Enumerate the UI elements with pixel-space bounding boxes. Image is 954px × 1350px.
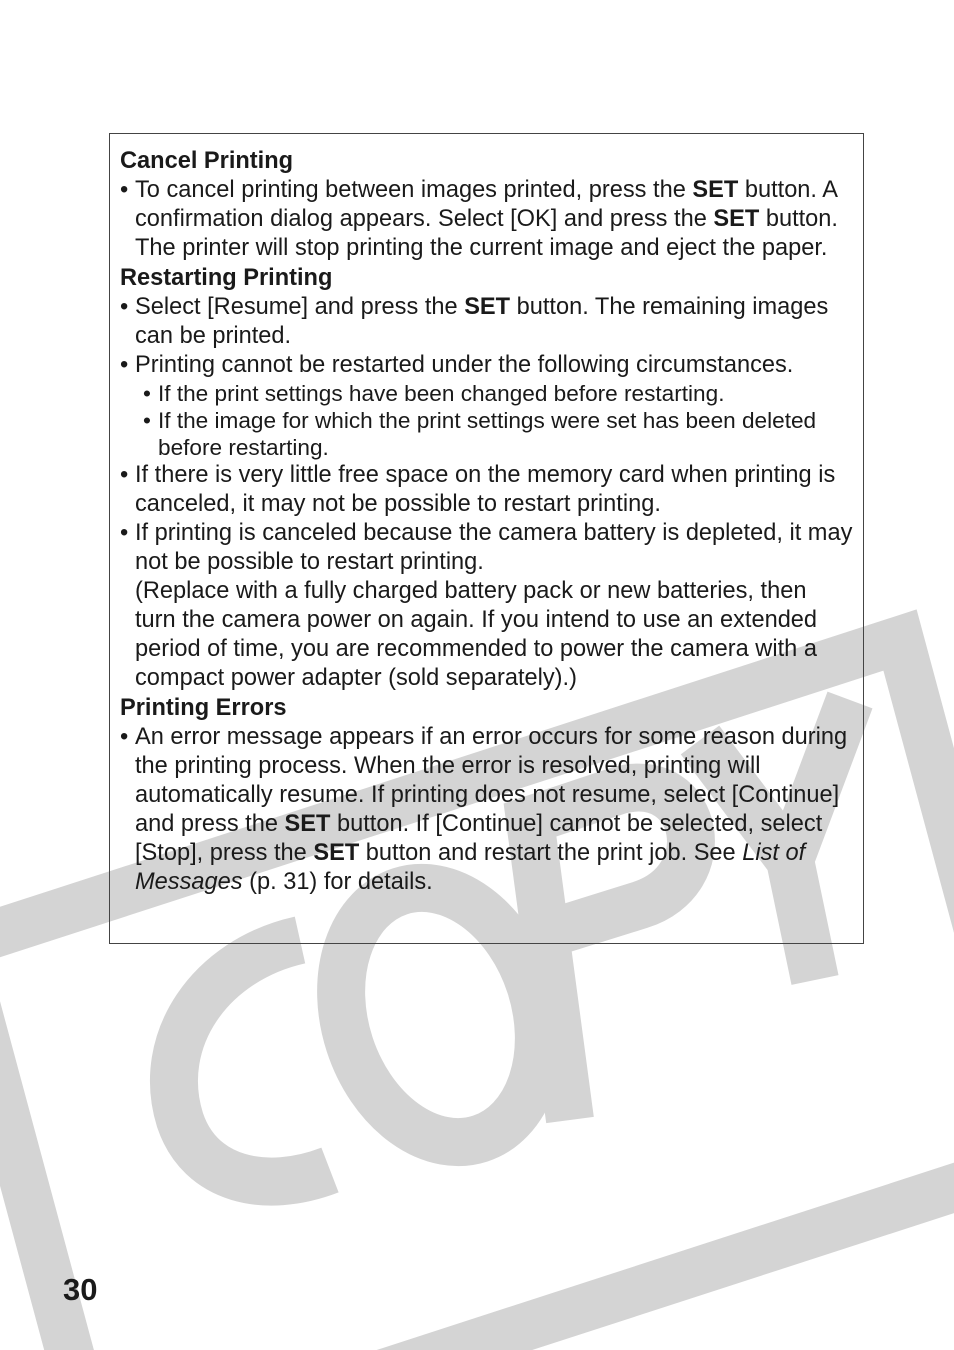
sub-bullet-image-deleted: • If the image for which the print settings were set has been deleted before restarting. — [120, 407, 853, 461]
heading-printing-errors: Printing Errors — [120, 695, 287, 721]
battery-note: (Replace with a fully charged battery pack or new batteries, then turn the camera power on again. If you intend to use an extended period of time, you are recommended to power the camera with a compact power adapter (sold separately).) — [135, 578, 818, 691]
set-button-ref: SET — [692, 177, 739, 203]
heading-cancel-printing: Cancel Printing — [120, 148, 294, 174]
set-button-ref: SET — [464, 294, 511, 320]
page-number: 30 — [63, 1272, 98, 1307]
bullet-memory-card: • If there is very little free space on the memory card when printing is canceled, it may not be possible to restart printing. — [120, 461, 853, 519]
bullet-battery-depleted: • If printing is canceled because the camera battery is depleted, it may not be possible to restart printing. (Replace with a fully charged battery pack or new batteries, then turn the camera power on again. If you intend to use an extended period of time, you are recommended to power the camera with a compact power adapter (sold separately).) — [120, 519, 853, 693]
bullet-cancel-printing: • To cancel printing between images printed, press the SET button. A confirmation dialog appears. Select [OK] and press the SET button. The printer will stop printing the current image and eject the paper. — [120, 176, 853, 263]
bullet-cannot-restart: • Printing cannot be restarted under the following circumstances. — [120, 351, 853, 380]
list-of-messages-ref: List of Messages — [135, 840, 806, 895]
bullet-resume: • Select [Resume] and press the SET button. The remaining images can be printed. — [120, 293, 853, 351]
set-button-ref: SET — [284, 811, 331, 837]
set-button-ref: SET — [713, 206, 760, 232]
notes-box — [109, 133, 864, 944]
heading-restarting-printing: Restarting Printing — [120, 265, 333, 291]
sub-bullet-settings-changed: • If the print settings have been changed before restarting. — [120, 380, 853, 407]
bullet-error-message: • An error message appears if an error occurs for some reason during the printing process. When the error is resolved, printing will automatically resume. If printing does not resume, select [Continue] and press the SET button. If [Continue] cannot be selected, select [Stop], press the SET button and restart the print job. See List of Messages (p. 31) for details. — [120, 723, 853, 897]
set-button-ref: SET — [313, 840, 360, 866]
